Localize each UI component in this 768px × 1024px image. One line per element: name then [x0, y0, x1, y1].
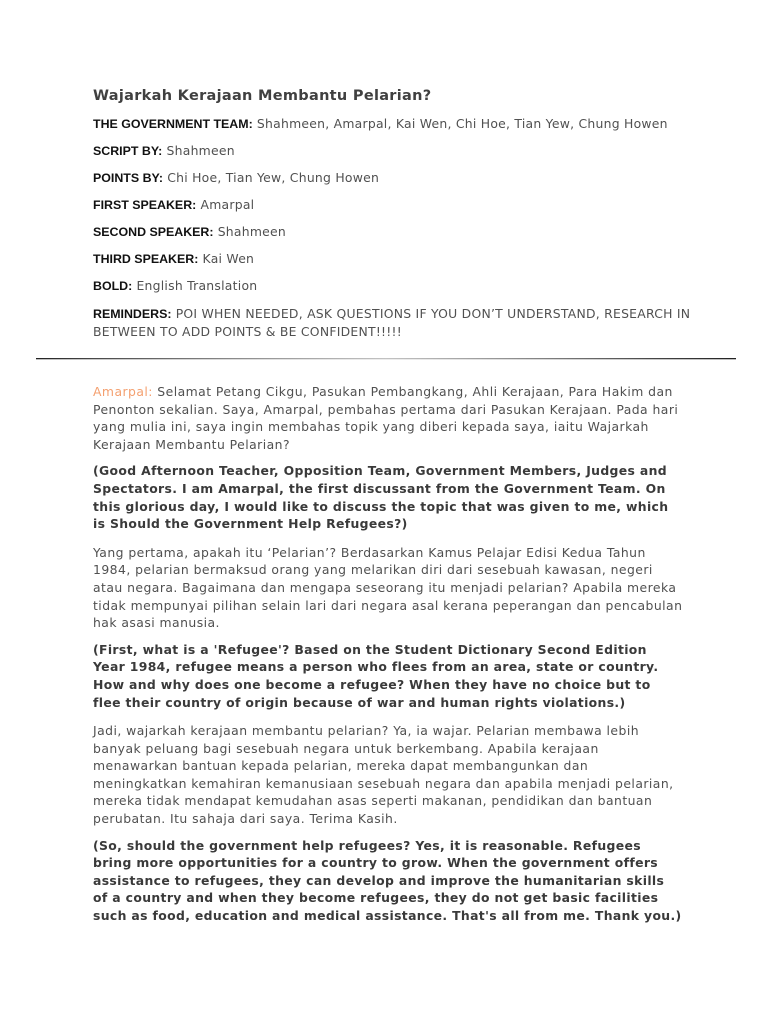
paragraph-conclusion-english: (So, should the government help refugees? Yes, it is reasonable. Refugees bring more opportunities for a country to grow. When the government offers assistance to refugees, they can develop and improve the humanitarian skills of a country and when they become refugees, they do not get basic facilities such as food, education and medical assistance. That's all from me. Thank you.)	[93, 837, 682, 924]
meta-points-by	[93, 170, 683, 186]
paragraph-text: Selamat Petang Cikgu, Pasukan Pembangkang, Ahli Kerajaan, Para Hakim dan Penonton sekalian. Saya, Amarpal, pembahas pertama dari Pasukan Kerajaan. Pada hari yang mulia ini, saya ingin membahas topik yang diberi kepada saya, iaitu Wajarkah Kerajaan Membantu Pelarian?	[93, 384, 679, 452]
meta-bold-legend	[93, 278, 683, 294]
meta-label: POINTS BY:	[93, 171, 163, 185]
meta-value: English Translation	[136, 278, 258, 293]
meta-second-speaker	[93, 224, 683, 240]
meta-value: Shahmeen	[217, 224, 287, 239]
meta-value: Amarpal	[200, 197, 255, 212]
document-header	[93, 88, 691, 352]
meta-value: Shahmeen, Amarpal, Kai Wen, Chi Hoe, Tian Yew, Chung Howen	[256, 116, 668, 131]
meta-label: THE GOVERNMENT TEAM:	[93, 117, 253, 131]
meta-label: SECOND SPEAKER:	[93, 225, 214, 239]
meta-label: SCRIPT BY:	[93, 144, 163, 158]
page-title: Wajarkah Kerajaan Membantu Pelarian?	[93, 88, 432, 104]
paragraph-intro-malay	[93, 383, 683, 453]
meta-third-speaker	[93, 251, 683, 267]
meta-value: Shahmeen	[166, 143, 235, 158]
paragraph-conclusion-malay: Jadi, wajarkah kerajaan membantu pelarian? Ya, ia wajar. Pelarian membawa lebih banyak peluang bagi sesebuah negara untuk berkembang. Apabila kerajaan menawarkan bantuan kepada pelarian, mereka dapat membangunkan dan meningkatkan kemahiran kemanusiaan sesebuah negara dan apabila menjadi pelarian, mereka tidak mendapat kemudahan asas seperti makanan, pendidikan dan bantuan perubatan. Itu sahaja dari saya. Terima Kasih.	[93, 723, 674, 827]
speech-body	[93, 383, 683, 936]
meta-label: BOLD:	[93, 279, 133, 293]
meta-value: Chi Hoe, Tian Yew, Chung Howen	[167, 170, 380, 185]
meta-label: FIRST SPEAKER:	[93, 198, 197, 212]
meta-reminders	[93, 305, 693, 341]
meta-label: THIRD SPEAKER:	[93, 252, 199, 266]
reminders-label: REMINDERS:	[93, 307, 172, 321]
reminders-value: POI WHEN NEEDED, ASK QUESTIONS IF YOU DON’T UNDERSTAND, RESEARCH IN BETWEEN TO ADD POINTS & BE CONFIDENT!!!!!	[93, 306, 691, 339]
section-divider	[36, 357, 736, 361]
paragraph-intro-english: (Good Afternoon Teacher, Opposition Team, Government Members, Judges and Spectators. I am Amarpal, the first discussant from the Government Team. On this glorious day, I would like to discuss the topic that was given to me, which is Should the Government Help Refugees?)	[93, 463, 669, 532]
meta-script-by	[93, 143, 683, 159]
paragraph-definition-english: (First, what is a 'Refugee'? Based on the Student Dictionary Second Edition Year 1984, refugee means a person who flees from an area, state or country. How and why does one become a refugee? When they have no choice but to flee their country of origin because of war and human rights violations.)	[93, 641, 659, 710]
meta-government-team	[93, 116, 683, 132]
meta-first-speaker	[93, 197, 683, 213]
paragraph-definition-malay: Yang pertama, apakah itu ‘Pelarian’? Berdasarkan Kamus Pelajar Edisi Kedua Tahun 1984, pelarian bermaksud orang yang melarikan diri dari sesebuah kawasan, negeri atau negara. Bagaimana dan mengapa seseorang itu menjadi pelarian? Apabila mereka tidak mempunyai pilihan selain lari dari negara asal kerana peperangan dan pencabulan hak asasi manusia.	[93, 544, 683, 631]
meta-value: Kai Wen	[202, 251, 255, 266]
speaker-name: Amarpal:	[93, 384, 153, 399]
